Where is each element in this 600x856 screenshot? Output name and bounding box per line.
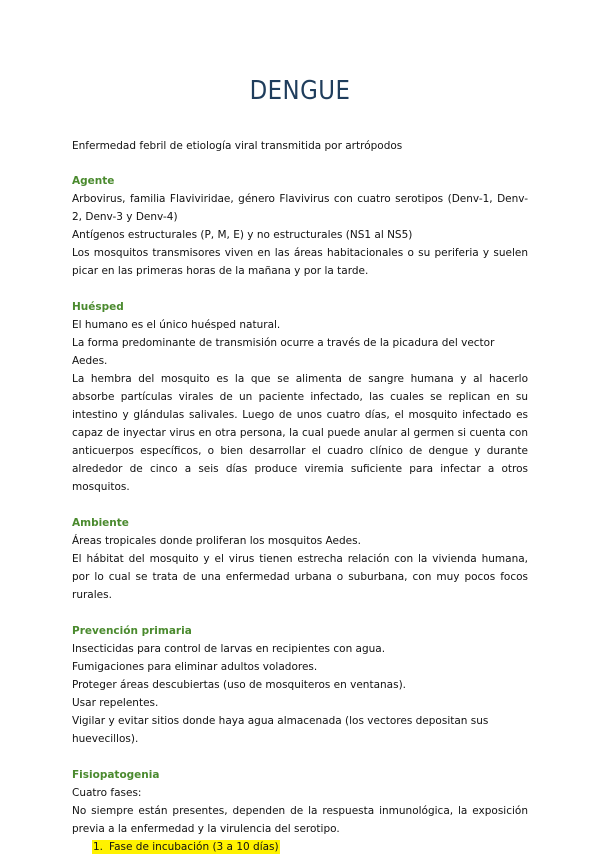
- section-heading-agente: Agente: [72, 175, 115, 187]
- section-heading-huesped: Huésped: [72, 301, 124, 313]
- agente-paragraph-1: Arbovirus, familia Flaviviridae, género Flavivirus con cuatro serotipos (Denv-1, Denv-2, Denv-3 y Denv-4): [72, 193, 528, 223]
- section-heading-ambiente: Ambiente: [72, 517, 129, 529]
- list-item: [72, 838, 528, 856]
- fisiopatogenia-paragraph-1: Cuatro fases:: [72, 787, 142, 799]
- page-title: DENGUE: [249, 76, 351, 106]
- section-agente: [72, 172, 528, 280]
- section-prevencion: [72, 622, 528, 748]
- prevencion-item: Proteger áreas descubiertas (uso de mosquiteros en ventanas).: [72, 679, 407, 691]
- intro-paragraph: Enfermedad febril de etiología viral transmitida por artrópodos: [72, 140, 403, 152]
- section-ambiente: [72, 514, 528, 604]
- prevencion-item: Fumigaciones para eliminar adultos voladores.: [72, 661, 318, 673]
- huesped-paragraph-3: La hembra del mosquito es la que se alimenta de sangre humana y al hacerlo absorbe partículas virales de un paciente infectado, las cuales se replican en su intestino y glándulas salivales. Luego de unos cuatro días, el mosquito infectado es capaz de inyectar virus en otra persona, la cual puede anular al germen si cuenta con anticuerpos específicos, o bien desarrollar el cuadro clínico de dengue y durante alrededor de cinco a seis días produce viremia suficiente para infectar a otros mosquitos.: [72, 373, 528, 493]
- section-heading-prevencion: Prevención primaria: [72, 625, 192, 637]
- huesped-paragraph-2: La forma predominante de transmisión ocurre a través de la picadura del vector Aedes.: [72, 337, 495, 367]
- ambiente-paragraph-2: El hábitat del mosquito y el virus tienen estrecha relación con la vivienda humana, por lo cual se trata de una enfermedad urbana o suburbana, con muy pocos focos rurales.: [72, 553, 528, 601]
- phases-list: [72, 838, 528, 856]
- prevencion-item: Vigilar y evitar sitios donde haya agua almacenada (los vectores depositan sus huevecillos).: [72, 715, 489, 745]
- document-body: [72, 137, 528, 856]
- list-item-text: Fase de incubación (3 a 10 días): [109, 841, 279, 853]
- fisiopatogenia-paragraph-2: No siempre están presentes, dependen de la respuesta inmunológica, la exposición previa a la enfermedad y la virulencia del serotipo.: [72, 805, 528, 835]
- section-fisiopatogenia: [72, 766, 528, 856]
- ambiente-paragraph-1: Áreas tropicales donde proliferan los mosquitos Aedes.: [72, 535, 361, 547]
- agente-paragraph-3: Los mosquitos transmisores viven en las áreas habitacionales o su periferia y suelen picar en las primeras horas de la mañana y por la tarde.: [72, 247, 528, 277]
- section-heading-fisiopatogenia: Fisiopatogenia: [72, 769, 160, 781]
- section-huesped: [72, 298, 528, 496]
- huesped-paragraph-1: El humano es el único huésped natural.: [72, 319, 281, 331]
- agente-paragraph-2: Antígenos estructurales (P, M, E) y no estructurales (NS1 al NS5): [72, 229, 413, 241]
- highlighted-phase: [92, 840, 280, 854]
- prevencion-item: Usar repelentes.: [72, 697, 159, 709]
- prevencion-item: Insecticidas para control de larvas en recipientes con agua.: [72, 643, 386, 655]
- list-item-number: 1.: [93, 841, 104, 853]
